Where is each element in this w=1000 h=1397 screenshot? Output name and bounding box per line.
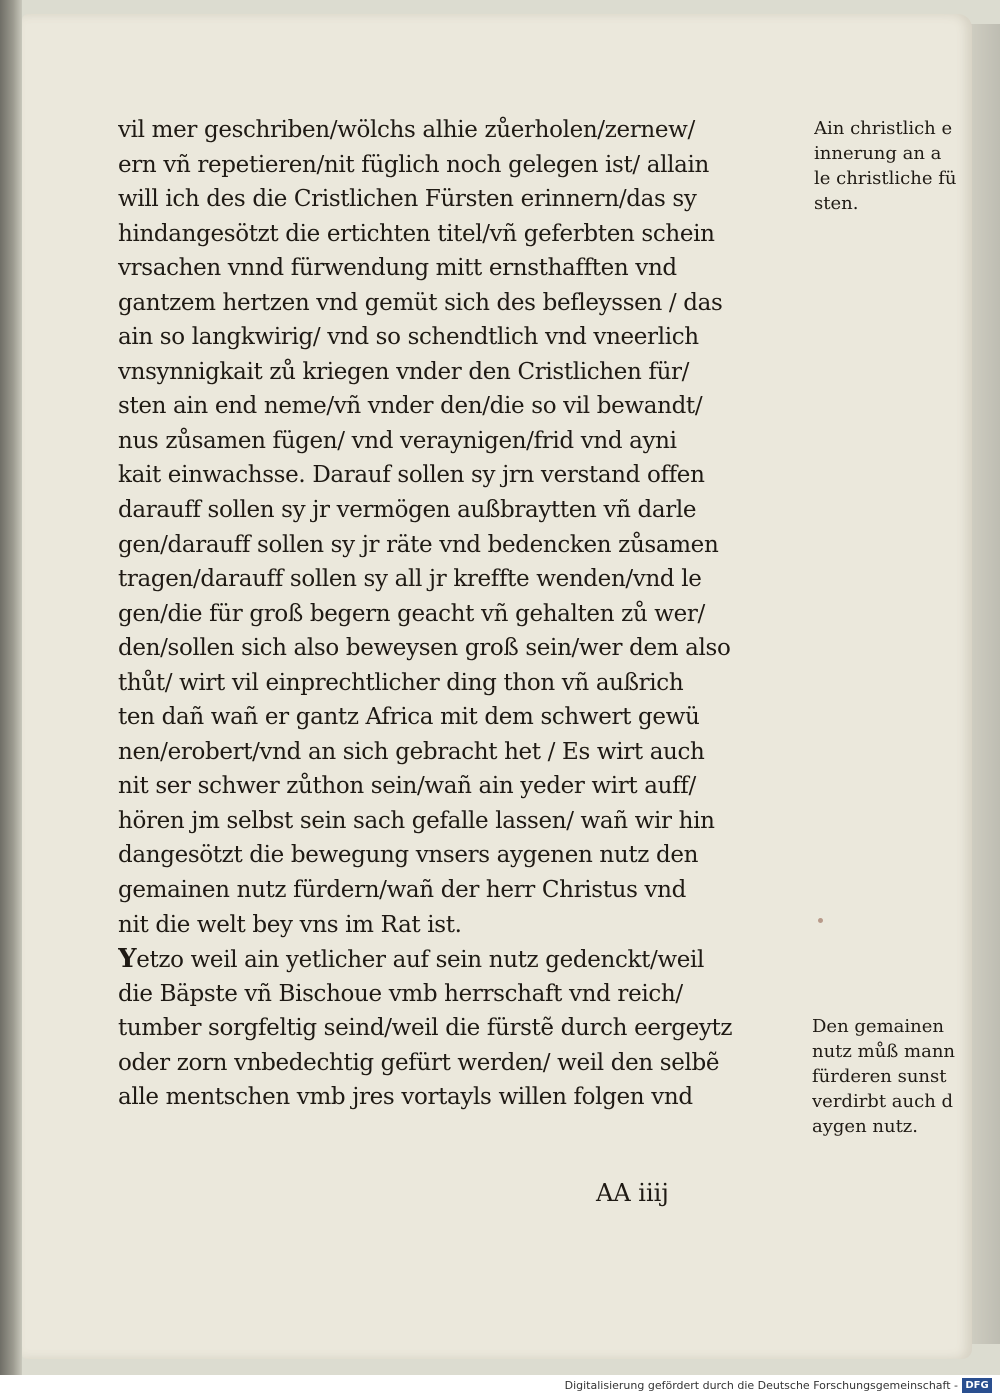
- text-line: ern vñ repetieren/nit füglich noch gelegen ist/ allain: [118, 151, 709, 178]
- text-line: kait einwachsse. Darauf sollen sy jrn verstand offen: [118, 462, 705, 489]
- paper-speck: [818, 918, 823, 923]
- text-line: alle mentschen vmb jres vortayls willen folgen vnd: [118, 1084, 693, 1111]
- body-text: [118, 113, 808, 1115]
- margin-note-line: Den gemainen: [812, 1016, 944, 1037]
- text-line: thůt/ wirt vil einprechtlicher ding thon vñ außrich: [118, 669, 684, 696]
- margin-note-line: innerung an a: [814, 143, 942, 164]
- margin-note-line: sten.: [814, 193, 859, 214]
- text-line: nus zůsamen fügen/ vnd veraynigen/frid vnd ayni: [118, 427, 677, 454]
- text-line: gen/die für groß begern geacht vñ gehalten zů wer/: [118, 600, 705, 627]
- text-line: oder zorn vnbedechtig gefürt werden/ weil den selbẽ: [118, 1049, 720, 1076]
- book-binding: [0, 0, 22, 1375]
- text-line: gemainen nutz fürdern/wañ der herr Christus vnd: [118, 877, 686, 904]
- text-line: die Bäpste vñ Bischoue vmb herrschaft vnd reich/: [118, 980, 683, 1007]
- margin-note-line: le christliche fü: [814, 168, 957, 189]
- margin-note-line: aygen nutz.: [812, 1116, 919, 1137]
- text-line: vil mer geschriben/wölchs alhie zůerholen/zernew/: [118, 117, 695, 143]
- signature-mark: AA iiij: [596, 1179, 669, 1207]
- text-line: gantzem hertzen vnd gemüt sich des befleyssen / das: [118, 289, 723, 316]
- text-line: ten dañ wañ er gantz Africa mit dem schwert gewü: [118, 704, 700, 731]
- text-line: nit die welt bey vns im Rat ist.: [118, 911, 462, 938]
- text-line: tragen/darauff sollen sy all jr kreffte wenden/vnd le: [118, 566, 702, 593]
- text-line: hören jm selbst sein sach gefalle lassen/ wañ wir hin: [118, 807, 715, 834]
- margin-note-line: verdirbt auch d: [812, 1091, 954, 1112]
- margin-note-christian-reminder: [814, 116, 974, 216]
- text-line: vrsachen vnnd fürwendung mitt ernsthafften vnd: [118, 255, 677, 282]
- margin-note-common-good: [812, 1014, 982, 1139]
- funding-notice: Digitalisierung gefördert durch die Deutsche Forschungsgemeinschaft -: [564, 1379, 958, 1392]
- text-line: den/sollen sich also beweysen groß sein/wer dem also: [118, 635, 731, 662]
- text-line-with-initial: [118, 942, 808, 977]
- drop-initial: Y: [118, 944, 137, 975]
- text-line: sten ain end neme/vñ vnder den/die so vil bewandt/: [118, 393, 703, 420]
- text-line: vnsynnigkait zů kriegen vnder den Cristlichen für/: [118, 358, 690, 385]
- text-line: gen/darauff sollen sy jr räte vnd bedencken zůsamen: [118, 531, 719, 558]
- margin-note-line: Ain christlich e: [814, 118, 953, 139]
- footer-bar: [0, 1375, 1000, 1397]
- text-line: nit ser schwer zůthon sein/wañ ain yeder wirt auff/: [118, 773, 696, 800]
- text-line: tumber sorgfeltig seind/weil die fürstẽ durch eergeytz: [118, 1015, 733, 1042]
- text-line-rest: etzo weil ain yetlicher auf sein nutz gedenckt/weil: [136, 947, 705, 974]
- text-line: darauff sollen sy jr vermögen außbraytten vñ darle: [118, 497, 697, 524]
- text-line: dangesötzt die bewegung vnsers aygenen nutz den: [118, 842, 699, 869]
- text-line: hindangesötzt die ertichten titel/vñ geferbten schein: [118, 220, 715, 247]
- margin-note-line: fürderen sunst: [812, 1066, 947, 1087]
- dfg-logo-icon: DFG: [962, 1378, 992, 1393]
- text-line: nen/erobert/vnd an sich gebracht het / Es wirt auch: [118, 738, 705, 765]
- text-line: ain so langkwirig/ vnd so schendtlich vnd vneerlich: [118, 324, 699, 351]
- margin-note-line: nutz můß mann: [812, 1041, 956, 1062]
- text-line: will ich des die Cristlichen Fürsten erinnern/das sy: [118, 186, 697, 213]
